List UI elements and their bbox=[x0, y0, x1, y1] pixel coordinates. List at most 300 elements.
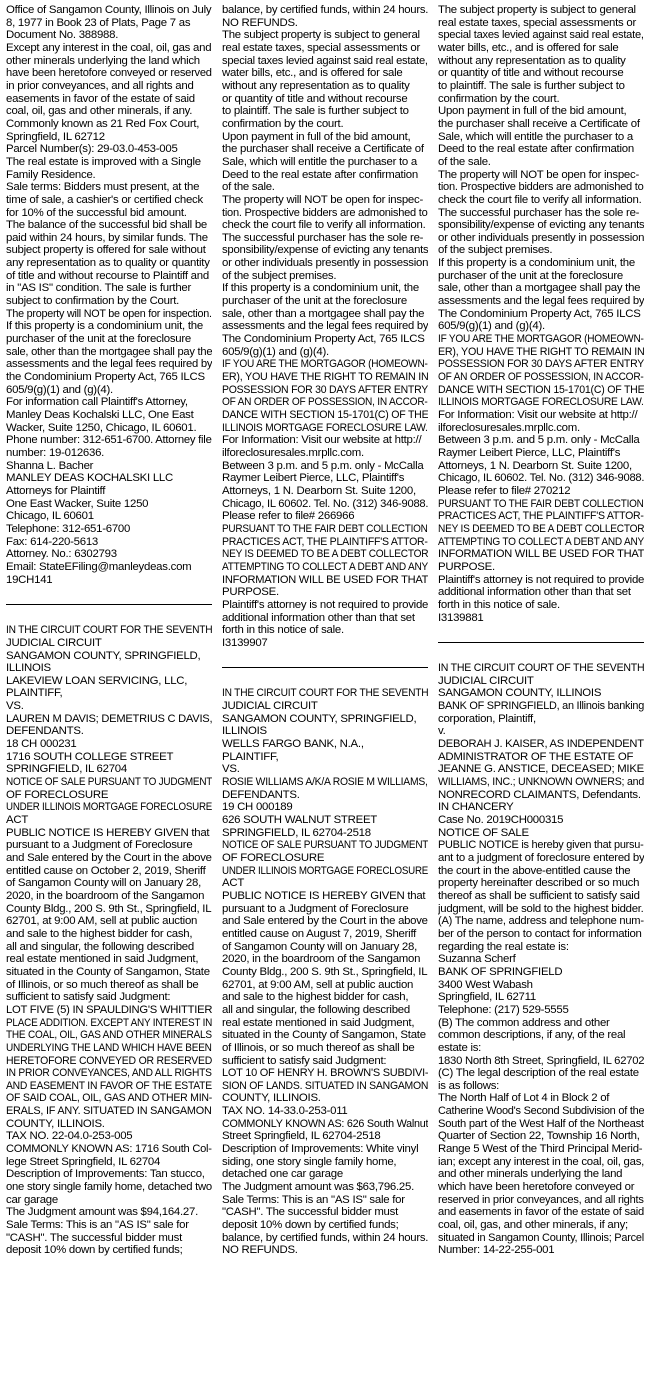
notice-line: and sale to the highest bidder for cash, bbox=[6, 927, 193, 940]
column-1 bbox=[6, 4, 212, 1388]
notice-line: have been heretofore conveyed or reserved bbox=[6, 67, 212, 80]
notice-line: (A) The name, address and telephone num- bbox=[438, 915, 644, 928]
notice-line: judgment, will be sold to the highest bidder. bbox=[438, 902, 644, 915]
notice-line: which have been heretofore conveyed or bbox=[438, 1181, 635, 1194]
notice-line: 605/9(g)(1) and (g)(4). bbox=[222, 345, 329, 358]
notice-line: I3139907 bbox=[222, 636, 268, 649]
notice-line: The subject property is subject to general bbox=[438, 4, 636, 16]
notice-line: IN THE CIRCUIT COURT OF THE SEVENTH bbox=[438, 662, 644, 675]
notice-line: NOTICE OF SALE PURSUANT TO JUDGMENT bbox=[6, 776, 212, 789]
notice-line: for 10% of the successful bid amount. bbox=[6, 206, 187, 219]
notice-line: SANGAMON COUNTY, ILLINOIS bbox=[438, 687, 602, 700]
notice-line: 1716 SOUTH COLLEGE STREET bbox=[6, 750, 174, 763]
notice-line: additional information other than that set bbox=[222, 611, 415, 624]
notice-line: NONRECORD CLAIMANTS, Defendants. bbox=[438, 788, 641, 801]
notice-line: COUNTY, ILLINOIS. bbox=[222, 1092, 321, 1105]
notice-line: ADMINISTRATOR OF THE ESTATE OF bbox=[438, 750, 634, 763]
notice-line: real estate mentioned in said Judgment, bbox=[6, 953, 199, 966]
notice-line: ROSIE WILLIAMS A/K/A ROSIE M WILLIAMS, bbox=[222, 776, 428, 789]
notice-line: sale, other than a mortgagee shall pay the bbox=[438, 282, 641, 295]
notice-line: subject property is offered for sale without bbox=[6, 244, 206, 257]
notice-line: Telephone: (217) 529-5555 bbox=[438, 1003, 569, 1016]
notice-line: 19 CH 000189 bbox=[222, 801, 293, 814]
notice-line: LOT FIVE (5) IN SPAULDING'S WHITTIER bbox=[6, 1003, 212, 1016]
notice-line: Sale Terms: This is an "AS IS" sale for bbox=[222, 1193, 405, 1206]
notice-line: in "AS IS" condition. The sale is further bbox=[6, 282, 192, 295]
notice-text-block bbox=[6, 4, 212, 586]
notice-line: DEFENDANTS. bbox=[222, 788, 300, 801]
notice-line: sale, other than a mortgagee shall pay the bbox=[222, 307, 425, 320]
notice-line: Please refer to file# 266966 bbox=[222, 510, 355, 523]
notice-line: and sale to the highest bidder for cash, bbox=[222, 991, 409, 1004]
notice-line: IN CHANCERY bbox=[438, 801, 514, 814]
notice-line: OF SAID COAL, OIL, GAS AND OTHER MIN- bbox=[6, 1092, 212, 1105]
notice-line: ilforeclosuresales.mrpllc.com. bbox=[438, 421, 580, 434]
notice-line: IF YOU ARE THE MORTGAGOR (HOMEOWN- bbox=[438, 333, 644, 346]
notice-line: NOTICE OF SALE PURSUANT TO JUDGMENT bbox=[222, 839, 428, 852]
notice-line: Parcel Number(s): 29-03.0-453-005 bbox=[6, 143, 178, 156]
notice-line: any representation as to quality or quantity bbox=[6, 257, 210, 270]
notice-line: Chicago, IL 60602. Tel. No. (312) 346-9088. bbox=[222, 497, 428, 510]
notice-line: ant to a judgment of foreclosure entered by bbox=[438, 852, 644, 864]
notice-divider bbox=[222, 667, 428, 668]
notice-line: or other individuals presently in possession bbox=[222, 257, 428, 270]
notice-line: ERALS, IF ANY. SITUATED IN SANGAMON bbox=[6, 1105, 212, 1118]
notice-line: car garage bbox=[6, 1193, 58, 1206]
notice-line: deposit 10% down by certified funds; bbox=[222, 1219, 399, 1232]
notice-text-block bbox=[222, 687, 428, 1257]
notice-line: PURSUANT TO THE FAIR DEBT COLLECTION bbox=[438, 497, 644, 510]
notice-text-block bbox=[222, 4, 428, 649]
notice-line: situated in Sangamon County, Illinois; Parcel bbox=[438, 1231, 644, 1244]
notice-line: of the sale. bbox=[438, 155, 491, 168]
notice-line: Attorneys for Plaintiff bbox=[6, 484, 106, 497]
notice-line: PLAINTIFF, bbox=[222, 750, 279, 763]
notice-line: PUBLIC NOTICE IS HEREBY GIVEN that bbox=[222, 889, 426, 902]
notice-line: ER), YOU HAVE THE RIGHT TO REMAIN IN bbox=[222, 371, 428, 384]
notice-line: One East Wacker, Suite 1250 bbox=[6, 497, 149, 510]
notice-line: Phone number: 312-651-6700. Attorney file bbox=[6, 434, 212, 447]
notice-line: 605/9(g)(1) and (g)(4). bbox=[6, 383, 113, 396]
notice-line: Attorney. No.: 6302793 bbox=[6, 548, 117, 561]
notice-line: MANLEY DEAS KOCHALSKI LLC bbox=[6, 472, 173, 485]
notice-line: PRACTICES ACT, THE PLAINTIFF'S ATTOR- bbox=[438, 510, 644, 523]
notice-line: coal, oil, gas, and other minerals, if any; bbox=[438, 1219, 628, 1232]
notice-line: subject to confirmation by the Court. bbox=[6, 295, 180, 308]
notice-line: to plaintiff. The sale is further subject to bbox=[222, 105, 409, 118]
notice-line: Springfield, IL 62711 bbox=[438, 991, 536, 1004]
notice-line: thereof as shall be sufficient to satisfy said bbox=[438, 889, 640, 902]
notice-line: Between 3 p.m. and 5 p.m. only - McCalla bbox=[222, 459, 424, 472]
notice-line: entitled cause on August 7, 2019, Sheriff bbox=[222, 927, 417, 940]
notice-line: Description of Improvements: White vinyl bbox=[222, 1143, 419, 1156]
notice-line: real estate taxes, special assessments or bbox=[222, 41, 421, 54]
notice-line: situated in the County of Sangamon, State bbox=[222, 1029, 426, 1042]
notice-line: WELLS FARGO BANK, N.A., bbox=[222, 738, 364, 751]
notice-line: Shanna L. Bacher bbox=[6, 459, 94, 472]
notice-line: balance, by certified funds, within 24 hours. bbox=[222, 4, 428, 16]
notice-line: ATTEMPTING TO COLLECT A DEBT AND ANY bbox=[222, 560, 428, 573]
notice-line: 8, 1977 in Book 23 of Plats, Page 7 as bbox=[6, 16, 191, 29]
notice-line: or quantity of title and without recourse bbox=[438, 67, 624, 80]
notice-line: ER), YOU HAVE THE RIGHT TO REMAIN IN bbox=[438, 345, 644, 358]
notice-line: detached one car garage bbox=[222, 1168, 343, 1181]
notice-line: ACT bbox=[222, 877, 245, 890]
notice-line: (B) The common address and other bbox=[438, 1016, 610, 1029]
notice-line: OF AN ORDER OF POSSESSION, IN ACCOR- bbox=[438, 371, 644, 384]
notice-line: estate is: bbox=[438, 1041, 482, 1054]
notice-line: Office of Sangamon County, Illinois on July bbox=[6, 4, 212, 16]
notice-line: Family Residence. bbox=[6, 168, 96, 181]
notice-line: special taxes levied against said real estate, bbox=[438, 29, 644, 42]
notice-line: TAX NO. 14-33.0-253-011 bbox=[222, 1105, 348, 1118]
notice-line: real estate taxes, special assessments or bbox=[438, 16, 637, 29]
notice-text-block bbox=[438, 662, 644, 1257]
notice-line: INFORMATION WILL BE USED FOR THAT bbox=[438, 548, 644, 561]
notice-line: forth in this notice of sale. bbox=[438, 598, 560, 611]
notice-line: of title and without recourse to Plaintiff and bbox=[6, 269, 209, 282]
notice-line: special taxes levied against said real estate, bbox=[222, 54, 428, 67]
notice-line: IN THE CIRCUIT COURT FOR THE SEVENTH bbox=[222, 687, 428, 700]
notice-line: all and singular, the following described bbox=[222, 1003, 410, 1016]
notice-line: The property will NOT be open for inspec- bbox=[438, 168, 639, 181]
notice-line: Chicago, IL 60601 bbox=[6, 510, 94, 523]
notice-line: of Illinois, or so much thereof as shall be bbox=[6, 978, 199, 991]
notice-line: ACT bbox=[6, 814, 29, 827]
notice-line: For Information: Visit our website at http:// bbox=[222, 434, 422, 447]
notice-line: VS. bbox=[6, 700, 24, 713]
notice-line: Upon payment in full of the bid amount, bbox=[222, 130, 411, 143]
notice-line: 605/9(g)(1) and (g)(4). bbox=[438, 320, 545, 333]
notice-line: to plaintiff. The sale is further subject to bbox=[438, 79, 625, 92]
notice-line: ATTEMPTING TO COLLECT A DEBT AND ANY bbox=[438, 535, 644, 548]
notice-line: The Judgment amount was $63,796.25. bbox=[222, 1181, 414, 1194]
notice-line: The property will NOT be open for inspection. bbox=[6, 307, 212, 320]
notice-line: LAUREN M DAVIS; DEMETRIUS C DAVIS, bbox=[6, 712, 212, 725]
notice-line: without any representation as to quality bbox=[222, 79, 410, 92]
notice-line: Attorneys, 1 N. Dearborn St. Suite 1200, bbox=[222, 484, 416, 497]
notice-line: Telephone: 312-651-6700 bbox=[6, 522, 131, 535]
notice-line: ber of the person to contact for information bbox=[438, 927, 642, 940]
notice-line: tion. Prospective bidders are admonished to bbox=[438, 181, 644, 194]
notice-line: other minerals underlying the land which bbox=[6, 54, 200, 67]
notice-line: balance, by certified funds, within 24 hours. bbox=[222, 1231, 428, 1244]
notice-line: POSSESSION FOR 30 DAYS AFTER ENTRY bbox=[222, 383, 428, 396]
notice-line: Catherine Wood's Second Subdivision of the bbox=[438, 1105, 644, 1118]
notice-line: Email: StateEFiling@manleydeas.com bbox=[6, 560, 192, 573]
notice-line: of the subject premises. bbox=[222, 269, 337, 282]
notice-text-block bbox=[6, 624, 212, 1257]
notice-line: The Condominium Property Act, 765 ILCS bbox=[438, 307, 641, 320]
notice-line: 626 SOUTH WALNUT STREET bbox=[222, 814, 378, 827]
notice-line: 18 CH 000231 bbox=[6, 738, 77, 751]
notice-line: Fax: 614-220-5613 bbox=[6, 535, 99, 548]
notice-line: SPRINGFIELD, IL 62704-2518 bbox=[222, 826, 371, 839]
notice-line: OF AN ORDER OF POSSESSION, IN ACCOR- bbox=[222, 396, 428, 409]
notice-line: NEY IS DEEMED TO BE A DEBT COLLECTOR bbox=[438, 522, 644, 535]
notice-line: or quantity of title and without recourse bbox=[222, 92, 408, 105]
notice-line: Suzanna Scherf bbox=[438, 953, 516, 966]
notice-line: and other minerals underlying the land bbox=[438, 1168, 623, 1181]
notice-line: coal, oil, gas and other minerals, if any. bbox=[6, 105, 193, 118]
notice-line: LOT 10 OF HENRY H. BROWN'S SUBDIVI- bbox=[222, 1067, 428, 1080]
notice-line: and Sale entered by the Court in the above bbox=[6, 852, 212, 864]
notice-line: Sale, which will entitle the purchaser to a bbox=[438, 130, 634, 143]
notice-line: The Condominium Property Act, 765 ILCS bbox=[222, 333, 425, 346]
notice-line: ILLINOIS MORTGAGE FORECLOSURE LAW. bbox=[222, 421, 428, 434]
notice-line: or other individuals presently in possession bbox=[438, 231, 644, 244]
notice-line: PURPOSE. bbox=[438, 560, 495, 573]
notice-line: HERETOFORE CONVEYED OR RESERVED bbox=[6, 1054, 212, 1067]
notice-line: SANGAMON COUNTY, SPRINGFIELD, bbox=[222, 712, 417, 725]
notice-line: Sale, which will entitle the purchaser to a bbox=[222, 155, 418, 168]
notice-line: all and singular, the following described bbox=[6, 940, 194, 953]
notice-line: DEBORAH J. KAISER, AS INDEPENDENT bbox=[438, 738, 644, 751]
notice-line: and easements in favor of the estate of said bbox=[438, 1206, 644, 1219]
notice-line: IN THE CIRCUIT COURT FOR THE SEVENTH bbox=[6, 624, 212, 637]
notice-line: Sale Terms: This is an "AS IS" sale for bbox=[6, 1219, 189, 1232]
notice-line: Commonly known as 21 Red Fox Court, bbox=[6, 117, 200, 130]
column-2 bbox=[222, 4, 428, 1388]
notice-line: NO REFUNDS. bbox=[222, 1244, 298, 1257]
notice-line: PRACTICES ACT, THE PLAINTIFF'S ATTOR- bbox=[222, 535, 428, 548]
notice-line: The successful purchaser has the sole re- bbox=[438, 206, 640, 219]
notice-line: BANK OF SPRINGFIELD, an Illinois banking bbox=[438, 700, 644, 713]
notice-line: IF YOU ARE THE MORTGAGOR (HOMEOWN- bbox=[222, 358, 428, 371]
notice-line: forth in this notice of sale. bbox=[222, 624, 344, 637]
notice-line: IN PRIOR CONVEYANCES, AND ALL RIGHTS bbox=[6, 1067, 212, 1080]
notice-line: THE COAL, OIL, GAS AND OTHER MINERALS bbox=[6, 1029, 212, 1042]
notice-line: The North Half of Lot 4 in Block 2 of bbox=[438, 1092, 610, 1105]
notice-line: DANCE WITH SECTION 15-1701(C) OF THE bbox=[438, 383, 644, 396]
notice-line: ian; except any interest in the coal, oil, gas, bbox=[438, 1155, 644, 1168]
notice-line: of the sale. bbox=[222, 181, 275, 194]
notice-line: DEFENDANTS. bbox=[6, 725, 84, 738]
notice-line: 62701, at 9:00 AM, sell at public auction bbox=[222, 978, 414, 991]
notice-line: TAX NO. 22-04.0-253-005 bbox=[6, 1130, 133, 1143]
notice-line: SPRINGFIELD, IL 62704 bbox=[6, 763, 127, 776]
notice-line: "CASH". The successful bidder must bbox=[6, 1231, 183, 1244]
notice-line: deposit 10% down by certified funds; bbox=[6, 1244, 183, 1257]
notice-line: Wacker, Suite 1250, Chicago, IL 60601. bbox=[6, 421, 197, 434]
notice-line: The successful purchaser has the sole re- bbox=[222, 231, 424, 244]
notice-line: reserved in prior conveyances, and all rights bbox=[438, 1193, 644, 1206]
notice-line: PUBLIC NOTICE is hereby given that pursu- bbox=[438, 839, 644, 852]
notice-line: ILLINOIS bbox=[222, 725, 267, 738]
notice-line: check the court file to verify all information. bbox=[438, 193, 642, 206]
notice-line: Plaintiff's attorney is not required to provide bbox=[438, 573, 644, 586]
notice-line: NOTICE OF SALE bbox=[438, 826, 529, 839]
notice-line: OF FORECLOSURE bbox=[6, 788, 109, 801]
notice-line: sale, other than the mortgagee shall pay the bbox=[6, 345, 212, 358]
notice-line: in prior conveyances, and all rights and bbox=[6, 79, 194, 92]
notice-line: BANK OF SPRINGFIELD bbox=[438, 965, 563, 978]
notice-line: LAKEVIEW LOAN SERVICING, LLC, bbox=[6, 674, 188, 687]
notice-line: If this property is a condominium unit, the bbox=[438, 257, 635, 270]
notice-line: The property will NOT be open for inspec- bbox=[222, 193, 423, 206]
notice-line: POSSESSION FOR 30 DAYS AFTER ENTRY bbox=[438, 358, 644, 371]
notice-line: assessments and the legal fees required by bbox=[222, 320, 428, 333]
notice-line: easements in favor of the estate of said bbox=[6, 92, 195, 105]
notice-line: siding, one story single family home, bbox=[222, 1155, 397, 1168]
notice-line: pursuant to a Judgment of Foreclosure bbox=[222, 902, 409, 915]
notice-line: of the subject premises. bbox=[438, 244, 553, 257]
notice-line: pursuant to a Judgment of Foreclosure bbox=[6, 839, 193, 852]
notice-line: without any representation as to quality bbox=[438, 54, 626, 67]
notice-line: JUDICIAL CIRCUIT bbox=[222, 700, 318, 713]
notice-line: purchaser of the unit at the foreclosure bbox=[222, 295, 408, 308]
notice-line: For Information: Visit our website at http:// bbox=[438, 409, 638, 421]
notice-line: If this property is a condominium unit, the bbox=[222, 282, 419, 295]
notice-line: check the court file to verify all information. bbox=[222, 219, 426, 232]
notice-line: lege Street Springfield, IL 62704 bbox=[6, 1155, 161, 1168]
notice-line: the purchaser shall receive a Certificate of bbox=[438, 117, 640, 130]
notice-line: corporation, Plaintiff, bbox=[438, 712, 536, 725]
notice-line: WILLIAMS, INC.; UNKNOWN OWNERS; and bbox=[438, 776, 644, 789]
notice-line: the court in the above-entitled cause the bbox=[438, 864, 631, 877]
notice-line: I3139881 bbox=[438, 611, 484, 624]
notice-line: COUNTY, ILLINOIS. bbox=[6, 1117, 105, 1130]
notice-line: AND EASEMENT IN FAVOR OF THE ESTATE bbox=[6, 1079, 212, 1092]
notice-line: Attorneys, 1 N. Dearborn St. Suite 1200, bbox=[438, 459, 632, 472]
notice-line: Case No. 2019CH000315 bbox=[438, 814, 564, 827]
notice-line: the purchaser shall receive a Certificate of bbox=[222, 143, 424, 156]
notice-line: UNDER ILLINOIS MORTGAGE FORECLOSURE bbox=[222, 864, 428, 877]
notice-line: NO REFUNDS. bbox=[222, 16, 298, 29]
notice-line: ilforeclosuresales.mrpllc.com. bbox=[222, 446, 364, 459]
notice-line: Description of Improvements: Tan stucco, bbox=[6, 1168, 205, 1181]
notice-divider bbox=[6, 604, 212, 605]
notice-line: confirmation by the court. bbox=[222, 117, 344, 130]
notice-line: 1830 North 8th Street, Springfield, IL 62702 bbox=[438, 1054, 644, 1067]
notice-line: situated in the County of Sangamon, State bbox=[6, 965, 210, 978]
notice-divider bbox=[438, 642, 644, 643]
notice-line: paid within 24 hours, by similar funds. The bbox=[6, 231, 208, 244]
notice-line: ILLINOIS bbox=[6, 662, 51, 675]
notice-line: Range 5 West of the Third Principal Merid- bbox=[438, 1143, 643, 1156]
notice-line: DANCE WITH SECTION 15-1701(C) OF THE bbox=[222, 409, 428, 421]
notice-line: number: 19-012636. bbox=[6, 446, 105, 459]
notice-line: 3400 West Wabash bbox=[438, 978, 533, 991]
notice-line: JUDICIAL CIRCUIT bbox=[438, 674, 534, 687]
notice-line: INFORMATION WILL BE USED FOR THAT bbox=[222, 573, 428, 586]
notice-line: UNDERLYING THE LAND WHICH HAVE BEEN bbox=[6, 1041, 212, 1054]
notice-line: The real estate is improved with a Single bbox=[6, 155, 201, 168]
notice-line: sponsibility/expense of evicting any tenants bbox=[438, 219, 644, 232]
notice-line: Chicago, IL 60602. Tel. No. (312) 346-9088. bbox=[438, 472, 644, 485]
notice-line: purchaser of the unit at the foreclosure bbox=[438, 269, 624, 282]
notice-line: confirmation by the court. bbox=[438, 92, 560, 105]
notice-line: PURSUANT TO THE FAIR DEBT COLLECTION bbox=[222, 522, 428, 535]
notice-line: water bills, etc., and is offered for sale bbox=[222, 67, 403, 80]
notice-line: v. bbox=[438, 725, 446, 738]
notice-line: 2020, in the boardroom of the Sangamon bbox=[222, 953, 421, 966]
notice-line: Raymer Leibert Pierce, LLC, Plaintiff's bbox=[222, 472, 405, 485]
notice-line: JEANNE G. ANSTICE, DECEASED; MIKE bbox=[438, 763, 644, 776]
notice-line: If this property is a condominium unit, the bbox=[6, 320, 203, 333]
notice-line: The subject property is subject to general bbox=[222, 29, 420, 42]
notice-line: of Sangamon County will on January 28, bbox=[6, 877, 202, 890]
notice-line: The balance of the successful bid shall be bbox=[6, 219, 207, 232]
notice-line: 2020, in the boardroom of the Sangamon bbox=[6, 889, 205, 902]
notice-line: VS. bbox=[222, 763, 240, 776]
notice-line: For information call Plaintiff's Attorney, bbox=[6, 396, 188, 409]
notice-line: Document No. 388988. bbox=[6, 29, 119, 42]
notice-line: SION OF LANDS. SITUATED IN SANGAMON bbox=[222, 1079, 428, 1092]
notice-line: sponsibility/expense of evicting any tenants bbox=[222, 244, 428, 257]
notice-line: Quarter of Section 22, Township 16 North, bbox=[438, 1130, 640, 1143]
notice-line: assessments and the legal fees required by bbox=[6, 358, 212, 371]
notice-line: COMMONLY KNOWN AS: 626 South Walnut bbox=[222, 1117, 428, 1130]
notice-line: PUBLIC NOTICE IS HEREBY GIVEN that bbox=[6, 826, 210, 839]
notice-line: SANGAMON COUNTY, SPRINGFIELD, bbox=[6, 649, 201, 662]
notice-line: NEY IS DEEMED TO BE A DEBT COLLECTOR bbox=[222, 548, 428, 561]
notice-line: of Sangamon County will on January 28, bbox=[222, 940, 418, 953]
notice-line: one story single family home, detached two bbox=[6, 1181, 212, 1194]
notice-line: regarding the real estate is: bbox=[438, 940, 569, 953]
notice-line: tion. Prospective bidders are admonished to bbox=[222, 206, 428, 219]
notice-line: (C) The legal description of the real estate bbox=[438, 1067, 639, 1080]
notice-line: of Illinois, or so much thereof as shall be bbox=[222, 1041, 415, 1054]
notice-text-block bbox=[438, 4, 644, 624]
notice-line: property hereinafter described or so much bbox=[438, 877, 640, 890]
notice-line: Deed to the real estate after confirmation bbox=[438, 143, 634, 156]
notice-line: PURPOSE. bbox=[222, 586, 279, 599]
notice-line: PLAINTIFF, bbox=[6, 687, 63, 700]
notice-line: time of sale, a cashier's or certified check bbox=[6, 193, 203, 206]
notice-line: is as follows: bbox=[438, 1079, 500, 1092]
notice-line: County Bldg., 200 S. 9th St., Springfield, IL bbox=[6, 902, 212, 915]
notice-line: purchaser of the unit at the foreclosure bbox=[6, 333, 192, 346]
notice-line: OF FORECLOSURE bbox=[222, 852, 325, 864]
notice-line: Deed to the real estate after confirmation bbox=[222, 168, 418, 181]
notice-line: COMMONLY KNOWN AS: 1716 South Col- bbox=[6, 1143, 212, 1156]
notice-line: South part of the West Half of the Northeast bbox=[438, 1117, 644, 1130]
notice-line: sufficient to satisfy said Judgment: bbox=[222, 1054, 387, 1067]
notice-line: 62701, at 9:00 AM, sell at public auction bbox=[6, 915, 198, 928]
notice-line: and Sale entered by the Court in the above bbox=[222, 915, 428, 928]
column-3 bbox=[438, 4, 644, 1388]
notice-line: ILLINOIS MORTGAGE FORECLOSURE LAW. bbox=[438, 396, 644, 409]
notice-line: Sale terms: Bidders must present, at the bbox=[6, 181, 200, 194]
notice-line: Springfield, IL 62712 bbox=[6, 130, 105, 143]
notice-line: Street Springfield, IL 62704-2518 bbox=[222, 1130, 381, 1143]
notice-line: "CASH". The successful bidder must bbox=[222, 1206, 399, 1219]
notice-line: Number: 14-22-255-001 bbox=[438, 1244, 555, 1257]
notice-line: entitled cause on October 2, 2019, Sheriff bbox=[6, 864, 206, 877]
notice-line: Upon payment in full of the bid amount, bbox=[438, 105, 627, 118]
notice-line: sufficient to satisfy said Judgment: bbox=[6, 991, 171, 1004]
notice-line: real estate mentioned in said Judgment, bbox=[222, 1016, 415, 1029]
notice-line: Plaintiff's attorney is not required to provide bbox=[222, 598, 428, 611]
notice-line: 19CH141 bbox=[6, 573, 53, 586]
notice-line: Please refer to file# 270212 bbox=[438, 484, 571, 497]
notice-line: County Bldg., 200 S. 9th St., Springfield, IL bbox=[222, 965, 428, 978]
notice-line: common descriptions, if any, of the real bbox=[438, 1029, 626, 1042]
notice-line: water bills, etc., and is offered for sale bbox=[438, 41, 619, 54]
notice-line: PLACE ADDITION. EXCEPT ANY INTEREST IN bbox=[6, 1016, 212, 1029]
notice-line: The Judgment amount was $94,164.27. bbox=[6, 1206, 198, 1219]
notice-line: JUDICIAL CIRCUIT bbox=[6, 636, 102, 649]
notice-line: Except any interest in the coal, oil, gas and bbox=[6, 41, 212, 54]
notice-line: additional information other than that set bbox=[438, 586, 631, 599]
notice-line: the Condominium Property Act, 765 ILCS bbox=[6, 371, 205, 384]
notice-line: UNDER ILLINOIS MORTGAGE FORECLOSURE bbox=[6, 801, 212, 814]
notice-line: Between 3 p.m. and 5 p.m. only - McCalla bbox=[438, 434, 640, 447]
notice-line: Raymer Leibert Pierce, LLC, Plaintiff's bbox=[438, 446, 621, 459]
notice-line: Manley Deas Kochalski LLC, One East bbox=[6, 409, 194, 421]
notice-line: assessments and the legal fees required by bbox=[438, 295, 644, 308]
